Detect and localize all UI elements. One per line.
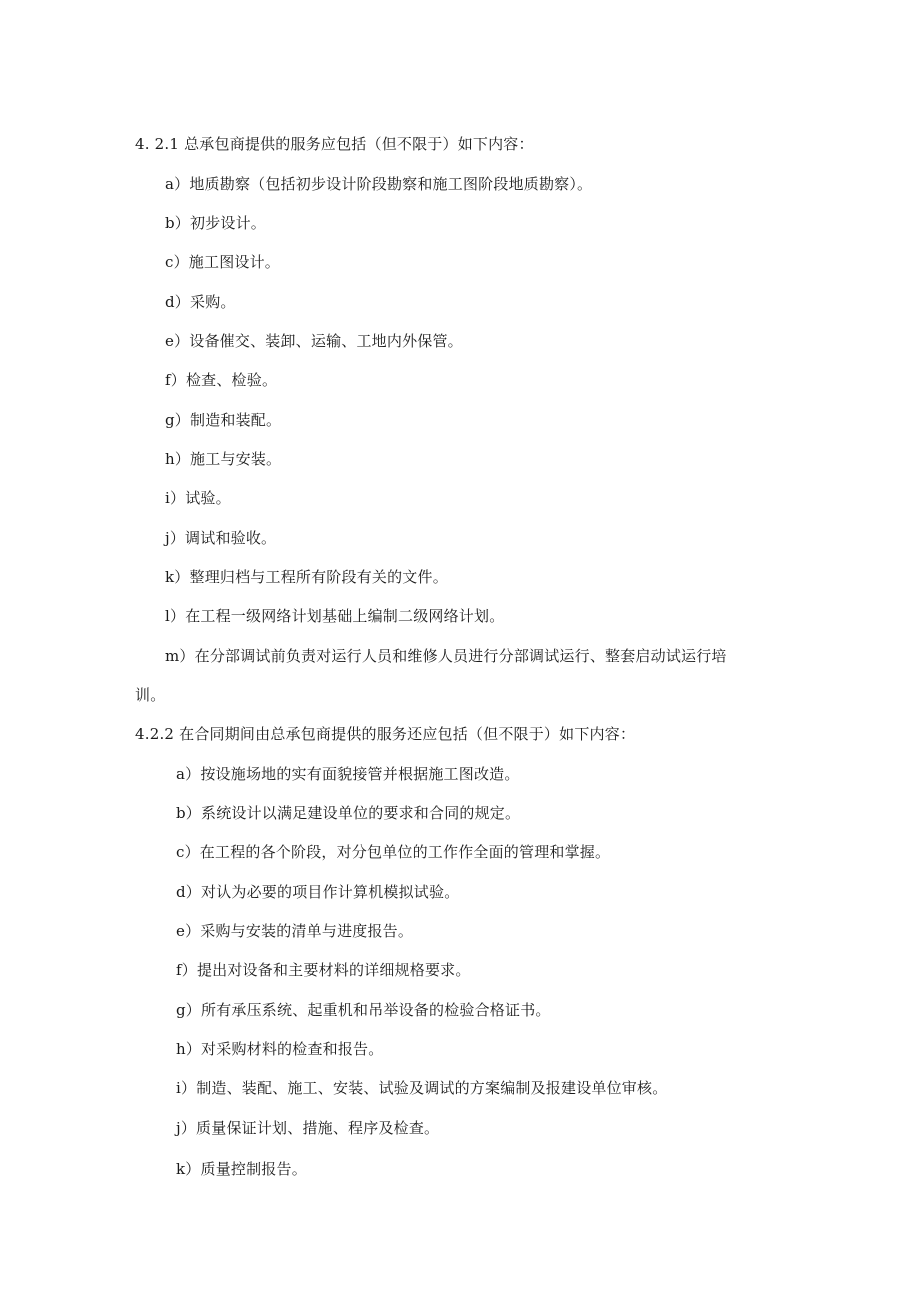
list-item-d: d）对认为必要的项目作计算机模拟试验。 [176, 883, 460, 901]
list-item-k: k）整理归档与工程所有阶段有关的文件。 [165, 568, 448, 586]
list-item-a: a）按设施场地的实有面貌接管并根据施工图改造。 [176, 765, 520, 783]
list-item-h: h）对采购材料的检查和报告。 [176, 1040, 384, 1058]
list-item-m: m）在分部调试前负责对运行人员和维修人员进行分部调试运行、整套启动试运行培 [165, 647, 727, 665]
list-item-h: h）施工与安装。 [165, 450, 282, 468]
list-item-c: c）施工图设计。 [165, 253, 281, 271]
list-item-k: k）质量控制报告。 [176, 1160, 307, 1178]
list-item-a: a）地质勘察（包括初步设计阶段勘察和施工图阶段地质勘察）。 [165, 175, 593, 193]
list-item-i: i）制造、装配、施工、安装、试验及调试的方案编制及报建设单位审核。 [176, 1079, 668, 1097]
section-heading-4-2-1: 4. 2.1 总承包商提供的服务应包括（但不限于）如下内容： [135, 135, 534, 153]
list-item-f: f）检查、检验。 [165, 371, 278, 389]
list-item-e: e）采购与安装的清单与进度报告。 [176, 922, 414, 940]
list-item-j: j）质量保证计划、措施、程序及检查。 [176, 1119, 440, 1137]
list-item-c: c）在工程的各个阶段，对分包单位的工作作全面的管理和掌握。 [176, 843, 611, 861]
list-item-d: d）采购。 [165, 293, 236, 311]
list-item-b: b）系统设计以满足建设单位的要求和合同的规定。 [176, 804, 521, 822]
list-item-g: g）所有承压系统、起重机和吊举设备的检验合格证书。 [176, 1001, 551, 1019]
list-item-f: f）提出对设备和主要材料的详细规格要求。 [176, 961, 471, 979]
list-item-b: b）初步设计。 [165, 214, 267, 232]
section-heading-4-2-2: 4.2.2 在合同期间由总承包商提供的服务还应包括（但不限于）如下内容： [135, 725, 636, 743]
list-item-j: j）调试和验收。 [165, 529, 277, 547]
list-item-i: i）试验。 [165, 489, 231, 507]
list-item-e: e）设备催交、装卸、运输、工地内外保管。 [165, 332, 463, 350]
list-item-l: l）在工程一级网络计划基础上编制二级网络计划。 [165, 607, 505, 625]
list-item-g: g）制造和装配。 [165, 411, 282, 429]
list-item-m-continuation: 训。 [135, 686, 166, 704]
